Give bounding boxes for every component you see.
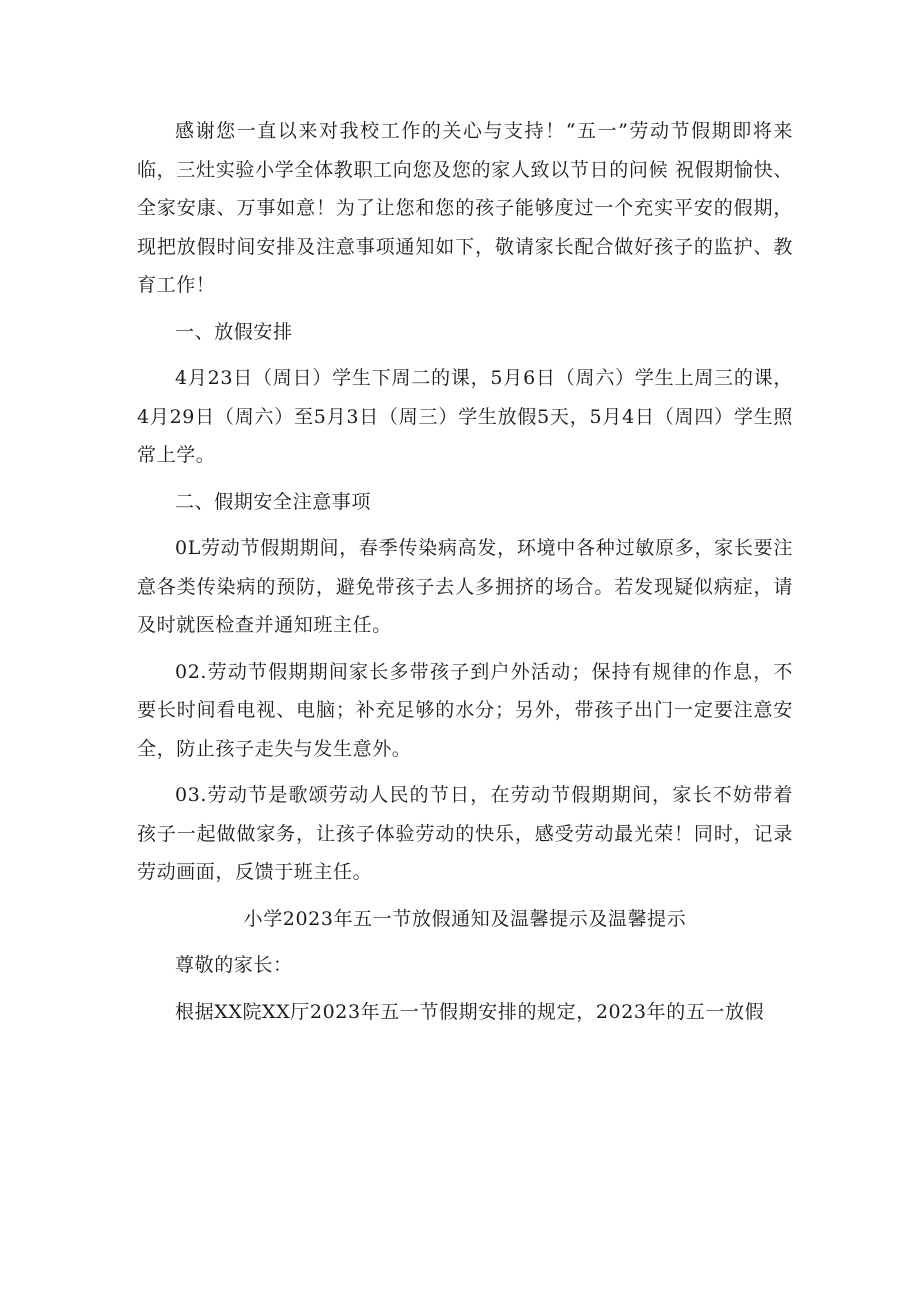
second-notice-title: 小学2023年五一节放假通知及温馨提示及温馨提示 <box>243 907 687 930</box>
second-notice-paragraph: 根据XX院XX厅2023年五一节假期安排的规定，2023年的五一放假 <box>175 1000 765 1023</box>
intro-paragraph: 感谢您一直以来对我校工作的关心与支持！“五一”劳动节假期即将来临，三灶实验小学全体教职工向您及您的家人致以节日的问候 祝假期愉快、全家安康、万事如意！为了让您和您的孩子能够度过一个充实平安的假期，现把放假时间安排及注意事项通知如下，敬请家长配合做好孩子的监护、教育工作！ <box>137 120 793 296</box>
section-heading-schedule: 一、放假安排 <box>175 320 293 343</box>
document-body <box>137 112 793 1039</box>
safety-item-3: 03.劳动节是歌颂劳动人民的节日，在劳动节假期期间，家长不妨带着孩子一起做做家务，让孩子体验劳动的快乐，感受劳动最光荣！同时，记录劳动画面，反馈于班主任。 <box>137 784 793 883</box>
schedule-paragraph: 4月23日（周日）学生下周二的课，5月6日（周六）学生上周三的课，4月29日（周六）至5月3日（周三）学生放假5天，5月4日（周四）学生照常上学。 <box>137 367 793 466</box>
safety-item-1: 0L劳动节假期期间，春季传染病高发，环境中各种过敏原多，家长要注意各类传染病的预防，避免带孩子去人多拥挤的场合。若发现疑似病症，请及时就医检查并通知班主任。 <box>137 537 793 636</box>
salutation: 尊敬的家长： <box>175 954 293 976</box>
section-heading-safety: 二、假期安全注意事项 <box>175 490 372 513</box>
safety-item-2: 02.劳动节假期期间家长多带孩子到户外活动；保持有规律的作息，不要长时间看电视、电脑；补充足够的水分；另外，带孩子出门一定要注意安全，防止孩子走失与发生意外。 <box>137 660 793 760</box>
